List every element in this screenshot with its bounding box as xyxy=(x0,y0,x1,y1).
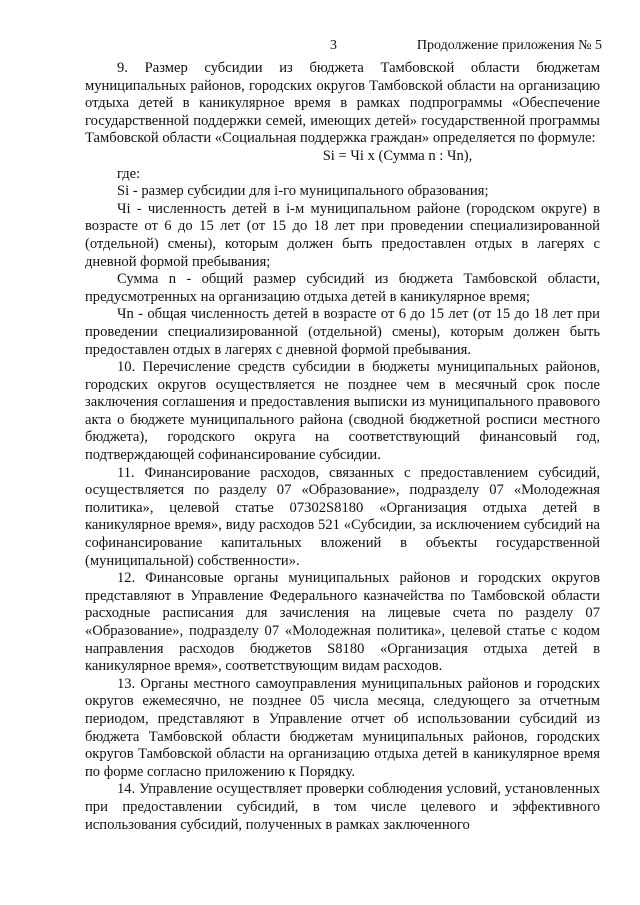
paragraph-11: 11. Финансирование расходов, связанных с предоставлением субсидий, осуществляется по разделу 07 «Образование», подразделу 07 «Молодежная политика», целевой статье 07302S8180 «Организация отдыха детей в каникулярное время», виду расходов 521 «Субсидии, за исключением субсидий на софинансирование капитальных вложений в объекты государственной (муниципальной) собственности». xyxy=(85,464,600,569)
definition-sum-n: Сумма n - общий размер субсидий из бюджета Тамбовской области, предусмотренных на организацию отдыха детей в каникулярное время; xyxy=(85,271,600,305)
paragraph-14: 14. Управление осуществляет проверки соблюдения условий, установленных при предоставлении субсидий, в том числе целевого и эффективного использования субсидий, полученных в рамках заключенного xyxy=(85,781,600,833)
paragraph-9: 9. Размер субсидии из бюджета Тамбовской области бюджетам муниципальных районов, городских округов Тамбовской области на организацию отдыха детей в каникулярное время в рамках подпрограммы «Обеспечение государственной поддержки семей, имеющих детей» государственной программы Тамбовской области «Социальная поддержка граждан» определяется по формуле: xyxy=(85,60,600,147)
paragraph-10: 10. Перечисление средств субсидии в бюджеты муниципальных районов, городских округов осуществляется не позднее чем в месячный срок после заключения соглашения и предоставления выписки из муниципального правового акта о бюджете муниципального района (сводной бюджетной росписи местного бюджета), городского округа на соответствующий финансовый год, подтверждающей софинансирование субсидии. xyxy=(85,359,600,464)
margin-scan-mark xyxy=(10,440,16,580)
page-number: 3 xyxy=(330,38,337,53)
formula-where-label: где: xyxy=(117,165,141,182)
appendix-continuation-label: Продолжение приложения № 5 xyxy=(416,38,602,53)
definition-chi: Чi - численность детей в i-м муниципальном районе (городском округе) в возрасте от 6 до 15 лет (от 15 до 18 лет при проведении специализированной (отдельной) смены), которым должен быть предоставлен отдых в лагерях с дневной формой пребывания; xyxy=(85,200,600,270)
definition-chn: Чn - общая численность детей в возрасте от 6 до 15 лет (от 15 до 18 лет при проведении специализированной (отдельной) смены), которым должен быть предоставлен отдых в лагерях с дневной формой пребывания. xyxy=(85,306,600,358)
page-header xyxy=(0,38,640,58)
definition-si: Si - размер субсидии для i-го муниципального образования; xyxy=(117,183,489,200)
paragraph-12: 12. Финансовые органы муниципальных районов и городских округов представляют в Управление Федерального казначейства по Тамбовской области расходные расписания для зачисления на лицевые счета по разделу 07 «Образование», подразделу 07 «Молодежная политика», целевой статье с кодом направления расходов бюджетов S8180 «Организация отдыха детей в каникулярное время», соответствующим видам расходов. xyxy=(85,570,600,675)
paragraph-13: 13. Органы местного самоуправления муниципальных районов и городских округов ежемесячно, не позднее 05 числа месяца, следующего за отчетным периодом, представляют в Управление отчет об использовании субсидий из бюджета Тамбовской области бюджетам муниципальных районов, городских округов Тамбовской области на организацию отдыха детей в каникулярное время по форме согласно приложению к Порядку. xyxy=(85,675,600,780)
document-body xyxy=(85,60,600,834)
subsidy-formula: Si = Чi x (Сумма n : Чn), xyxy=(322,147,473,164)
